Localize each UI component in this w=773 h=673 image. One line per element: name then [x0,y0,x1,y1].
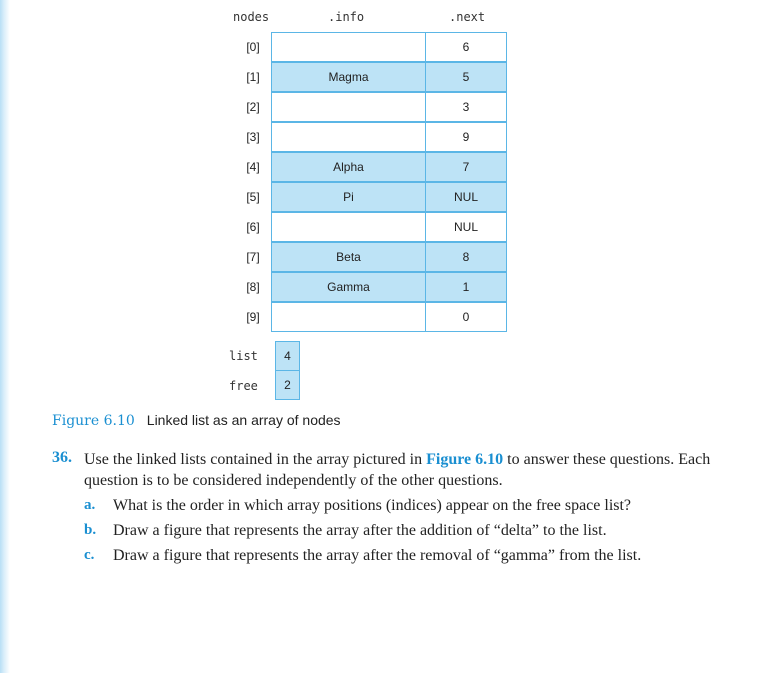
row-index: [4] [246,160,260,174]
next-cell: 6 [425,32,507,62]
part-a-text: What is the order in which array positions (indices) appear on the free space list? [113,497,632,514]
next-cell: 1 [425,272,507,302]
info-cell: Beta [271,242,426,272]
question-text-before: Use the linked lists contained in the array pictured in [84,451,427,468]
free-label: free [229,379,258,393]
next-cell: 7 [425,152,507,182]
row-index: [1] [246,70,260,84]
next-cell: 9 [425,122,507,152]
next-cell: NUL [425,212,507,242]
free-value: 2 [275,370,300,400]
row-index: [8] [246,280,260,294]
info-column-header: .info [328,10,365,24]
page-edge-decoration [0,0,10,673]
next-cell: 0 [425,302,507,332]
question-text-after: to answer these questions. Each question is to be considered independently of the other questions. [84,451,711,489]
row-index: [6] [246,220,260,234]
figure-reference: Figure 6.10 [426,451,504,468]
part-b-letter: b. [84,522,97,538]
next-cell: 5 [425,62,507,92]
info-cell [271,32,426,62]
question-number: 36. [52,449,72,466]
list-value: 4 [275,341,300,371]
part-c-text: Draw a figure that represents the array after the removal of “gamma” from the list. [113,547,642,564]
row-index: [7] [246,250,260,264]
question-text [84,449,724,491]
next-cell: 3 [425,92,507,122]
row-index: [5] [246,190,260,204]
part-a-letter: a. [84,497,96,513]
info-cell: Alpha [271,152,426,182]
info-cell [271,92,426,122]
part-b-text: Draw a figure that represents the array after the addition of “delta” to the list. [113,522,607,539]
info-cell: Magma [271,62,426,92]
nodes-header: nodes [233,10,270,24]
info-cell [271,122,426,152]
info-cell [271,302,426,332]
row-index: [0] [246,40,260,54]
next-column-header: .next [449,10,486,24]
figure-caption [52,412,341,429]
part-c-letter: c. [84,547,95,563]
caption-number: Figure 6.10 [52,413,135,429]
list-label: list [229,349,258,363]
row-index: [3] [246,130,260,144]
row-index: [9] [246,310,260,324]
info-cell: Gamma [271,272,426,302]
caption-text: Linked list as an array of nodes [146,412,341,428]
info-cell: Pi [271,182,426,212]
next-cell: 8 [425,242,507,272]
next-cell: NUL [425,182,507,212]
row-index: [2] [246,100,260,114]
info-cell [271,212,426,242]
